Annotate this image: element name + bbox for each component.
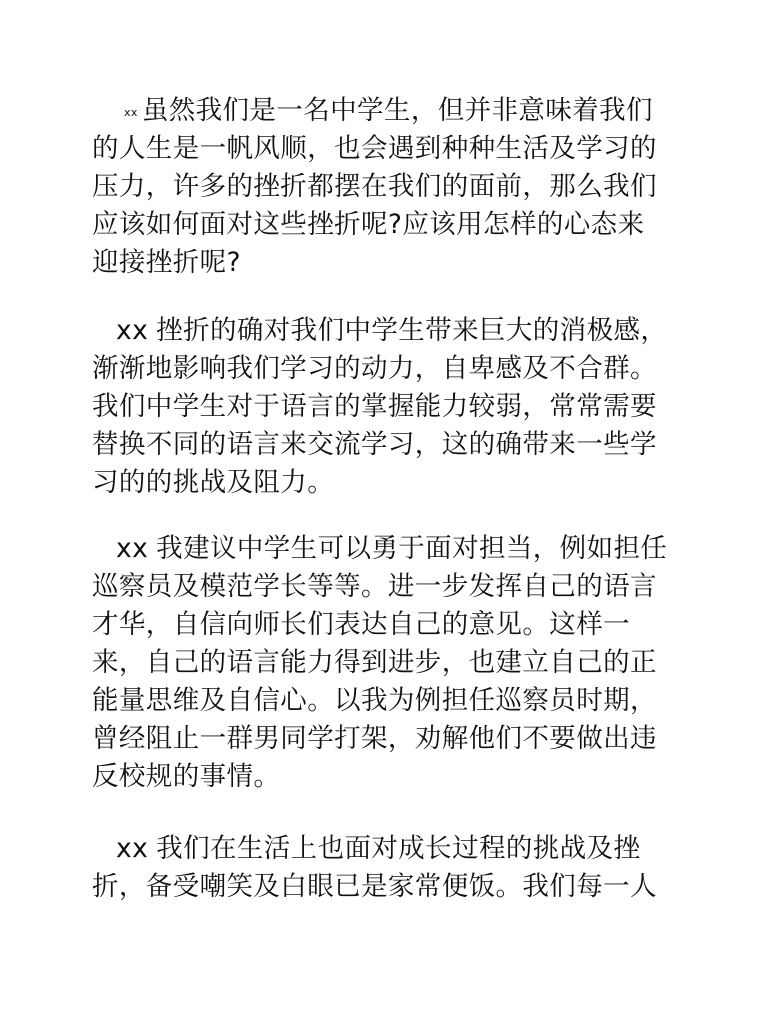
paragraph-3-line-4: 来，自己的语言能力得到进步，也建立自己的正 [92, 647, 657, 678]
paragraph-2-marker: xx [116, 315, 149, 346]
paragraph-1-line-3: 压力，许多的挫折都摆在我们的面前，那么我们 [92, 171, 657, 202]
paragraph-3-line-3: 才华，自信向师长们表达自己的意见。这样一 [92, 609, 630, 640]
paragraph-1-line-4: 应该如何面对这些挫折呢?应该用怎样的心态来 [92, 209, 645, 240]
paragraph-1-line-1-text: 虽然我们是一名中学生，但并非意味着我们 [141, 95, 653, 126]
paragraph-3-line-6: 曾经阻止一群男同学打架，劝解他们不要做出违 [92, 723, 657, 754]
paragraph-4-line-1-text: 我们在生活上也面对成长过程的挑战及挫 [156, 833, 641, 864]
paragraph-2-line-1 [92, 312, 682, 350]
paragraph-1-marker: xx [124, 106, 138, 119]
paragraph-4-line-1 [92, 830, 682, 868]
paragraph-3 [92, 530, 682, 796]
paragraph-2-line-4: 替换不同的语言来交流学习，这的确带来一些学 [92, 429, 657, 460]
paragraph-3-line-2: 巡察员及模范学长等等。进一步发挥自己的语言 [92, 571, 657, 602]
paragraph-3-line-1-text: 我建议中学生可以勇于面对担当，例如担任 [156, 533, 668, 564]
paragraph-3-marker: xx [116, 533, 149, 564]
paragraph-2-line-2: 渐渐地影响我们学习的动力，自卑感及不合群。 [92, 353, 657, 384]
paragraph-3-line-5: 能量思维及自信心。以我为例担任巡察员时期， [92, 685, 657, 716]
paragraph-2-line-3: 我们中学生对于语言的掌握能力较弱，常常需要 [92, 391, 657, 422]
paragraph-2-line-1-text: 挫折的确对我们中学生带来巨大的消极感， [156, 315, 668, 346]
paragraph-4-marker: xx [116, 833, 149, 864]
paragraph-1-line-2: 的人生是一帆风顺，也会遇到种种生活及学习的 [92, 133, 657, 164]
paragraph-4-line-2: 折，备受嘲笑及白眼已是家常便饭。我们每一人 [92, 871, 657, 902]
paragraph-2-line-5: 习的的挑战及阻力。 [92, 467, 335, 498]
paragraph-3-line-1 [92, 530, 682, 568]
paragraph-1-line-1 [92, 92, 682, 130]
paragraph-1-line-5: 迎接挫折呢? [92, 247, 241, 278]
paragraph-1 [92, 92, 682, 282]
paragraph-2 [92, 312, 682, 502]
paragraph-3-line-7: 反校规的事情。 [92, 761, 281, 792]
paragraph-4 [92, 830, 682, 906]
